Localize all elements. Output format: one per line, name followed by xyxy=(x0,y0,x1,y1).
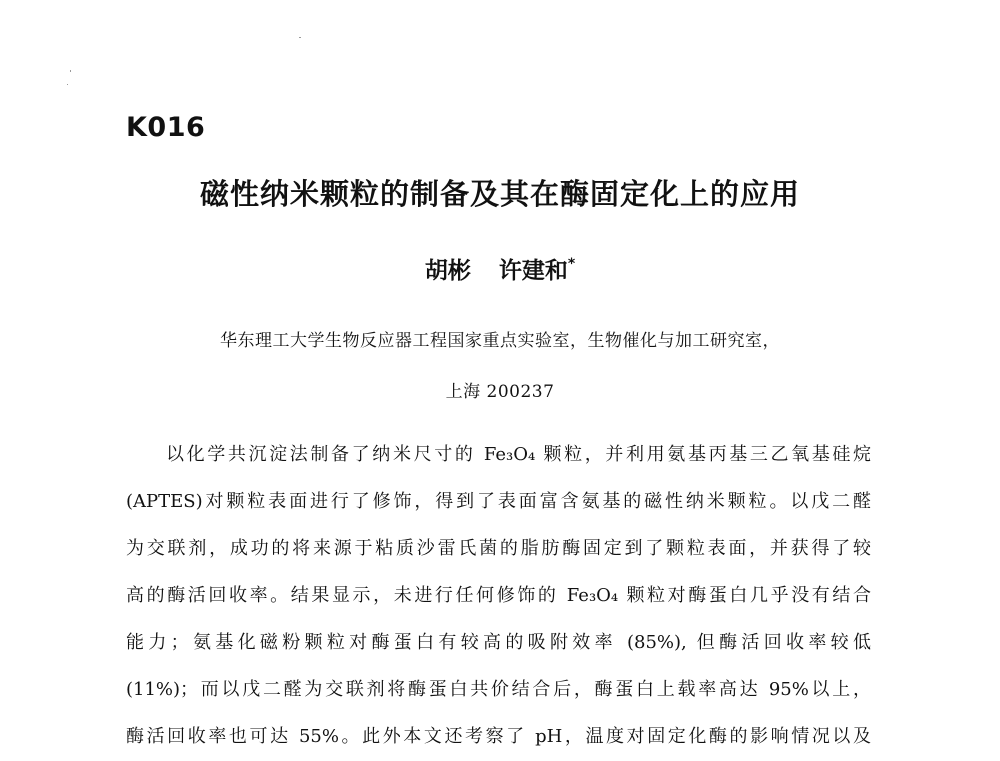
scan-speck xyxy=(67,84,68,85)
scan-speck xyxy=(70,70,71,72)
author-name: 胡彬 xyxy=(424,258,471,284)
abstract-line: 高的酶活回收率。结果显示，未进行任何修饰的 Fe₃O₄ 颗粒对酶蛋白几乎没有结合 xyxy=(126,585,871,606)
affiliation-line: 上海 200237 xyxy=(445,382,555,402)
scan-speck xyxy=(299,37,301,38)
corresponding-author-mark: * xyxy=(567,256,576,272)
paper-code: K016 xyxy=(126,112,206,143)
abstract-line: 能力；氨基化磁粉颗粒对酶蛋白有较高的吸附效率 (85%), 但酶活回收率较低 xyxy=(126,632,871,653)
abstract-line: (11%)；而以戊二醛为交联剂将酶蛋白共价结合后，酶蛋白上载率高达 95%以上， xyxy=(126,679,871,700)
author-name: 许建和 xyxy=(498,258,568,284)
affiliation-line: 华东理工大学生物反应器工程国家重点实验室，生物催化与加工研究室， xyxy=(220,331,780,351)
author-list xyxy=(0,252,1000,285)
abstract-line: (APTES)对颗粒表面进行了修饰，得到了表面富含氨基的磁性纳米颗粒。以戊二醛 xyxy=(126,491,871,512)
abstract-line: 酶活回收率也可达 55%。此外本文还考察了 pH，温度对固定化酶的影响情况以及 xyxy=(126,726,871,747)
abstract-line: 为交联剂，成功的将来源于粘质沙雷氏菌的脂肪酶固定到了颗粒表面，并获得了较 xyxy=(126,538,871,559)
abstract-line: 以化学共沉淀法制备了纳米尺寸的 Fe₃O₄ 颗粒，并利用氨基丙基三乙氧基硅烷 xyxy=(166,444,871,465)
paper-title: 磁性纳米颗粒的制备及其在酶固定化上的应用 xyxy=(199,177,800,211)
abstract-body xyxy=(126,431,871,760)
